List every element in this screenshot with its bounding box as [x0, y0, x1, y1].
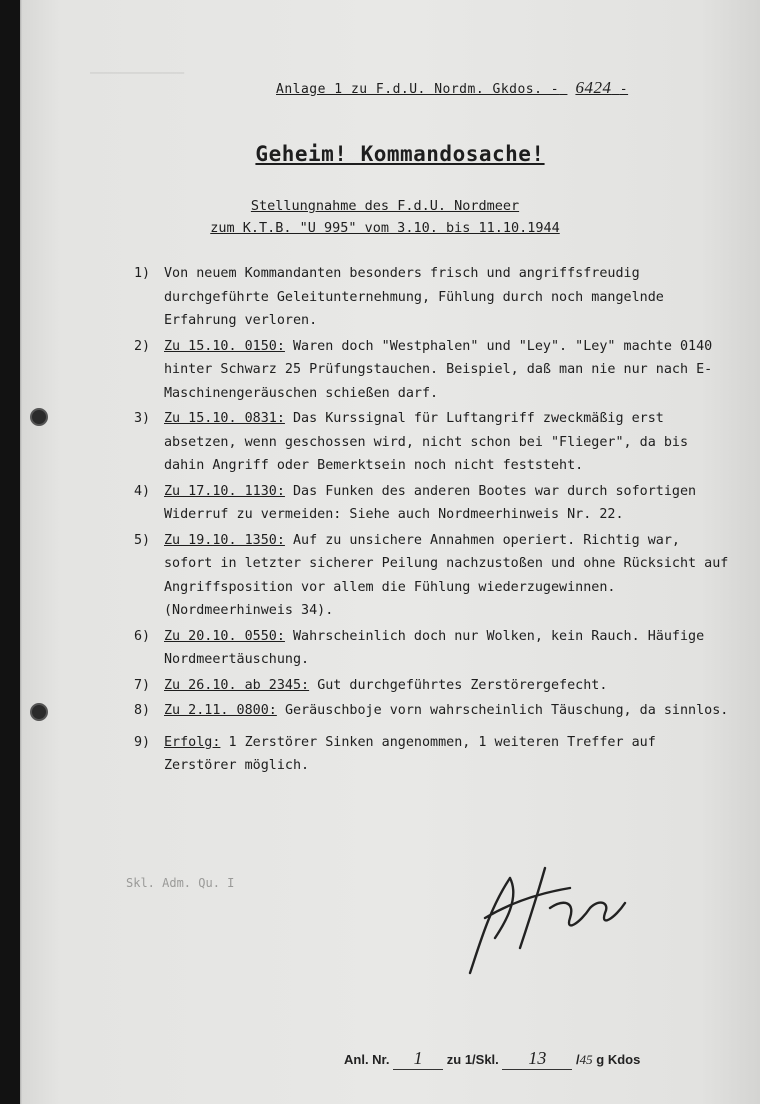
handwritten-signature	[450, 848, 650, 988]
footer-suffix: g Kdos	[596, 1052, 641, 1067]
item-body: Geräuschboje vorn wahrscheinlich Täuschung, da sinnlos.	[284, 703, 729, 718]
subtitle-line-1: Stellungnahme des F.d.U. Nordmeer	[250, 198, 520, 214]
footer-reference: Anl. Nr. 1 zu 1/Skl. 13 /45 g Kdos	[344, 1048, 641, 1068]
item-body: 1 Zerstörer Sinken angenommen, 1 weiteren Treffer auf Zerstörer möglich.	[164, 734, 656, 773]
bleed-through-text: ─────────────	[90, 66, 184, 80]
item-text	[164, 625, 734, 672]
item-number: 3)	[134, 411, 151, 426]
item-text	[164, 262, 734, 333]
item-text	[164, 335, 734, 406]
subtitle-line-2: zum K.T.B. "U 995" vom 3.10. bis 11.10.1944	[210, 220, 560, 236]
item-number: 4)	[134, 483, 151, 499]
item-text	[164, 407, 734, 478]
footer-annex-number: 1	[393, 1048, 443, 1070]
item-body: Das Kurssignal für Luftangriff zweckmäßig erst absetzen, wenn geschossen wird, nicht schon bei "Flieger", da bis dahin Angriff oder Bemerktsein noch nicht feststeht.	[164, 411, 689, 473]
list-item	[134, 262, 734, 333]
item-number: 1)	[134, 266, 151, 281]
item-number: 5)	[134, 532, 151, 548]
list-item	[134, 674, 734, 698]
annex-line	[276, 78, 628, 98]
item-reference: Zu 26.10. ab 2345:	[164, 677, 310, 693]
punch-hole	[30, 703, 48, 721]
list-item	[134, 335, 734, 406]
item-reference: Zu 15.10. 0150:	[164, 338, 285, 354]
list-item	[134, 625, 734, 672]
item-body: Das Funken des anderen Bootes war durch sofortigen Widerruf zu vermeiden: Siehe auch Nordmeerhinweis Nr. 22.	[164, 483, 697, 522]
item-reference: Zu 19.10. 1350:	[164, 532, 285, 548]
item-list	[134, 262, 734, 780]
annex-number: 6424	[575, 78, 612, 97]
faint-stamp: Skl. Adm. Qu. I	[126, 876, 235, 890]
item-body: Waren doch "Westphalen" und "Ley". "Ley" machte 0140 hinter Schwarz 25 Prüfungstauchen. Beispiel, daß man nie nur nach E-Maschinengeräuschen schießen darf.	[164, 338, 713, 401]
punch-hole	[30, 408, 48, 426]
list-item	[134, 529, 734, 623]
page-title: Geheim! Kommandosache!	[255, 142, 545, 166]
list-item	[134, 480, 734, 527]
item-reference: Zu 15.10. 0831:	[164, 411, 285, 426]
item-reference: Erfolg:	[164, 734, 221, 750]
item-number: 6)	[134, 628, 151, 644]
item-text	[164, 731, 734, 778]
item-number: 7)	[134, 677, 151, 693]
footer-skl-number: 13	[502, 1048, 572, 1070]
footer-hand-suffix: 45	[579, 1052, 593, 1067]
annex-label: Anlage 1 zu F.d.U. Nordm. Gkdos. -	[276, 82, 560, 97]
item-reference: Zu 20.10. 0550:	[164, 628, 285, 644]
item-body: Von neuem Kommandanten besonders frisch und angriffsfreudig durchgeführte Geleitunternehmung, Fühlung durch noch mangelnde Erfahrung verloren.	[164, 266, 664, 328]
item-reference: Zu 2.11. 0800:	[164, 703, 277, 718]
list-item	[134, 699, 734, 723]
list-item	[134, 731, 734, 778]
item-body: Auf zu unsichere Annahmen operiert. Richtig war, sofort in letzter sicherer Peilung nachzustoßen und ohne Rücksicht auf Angriffsposition vor allem die Fühlung wiederzugewinnen. (Nordmeerhinweis 34).	[164, 532, 729, 618]
item-text	[164, 674, 734, 698]
item-text	[164, 480, 734, 527]
item-text	[164, 529, 734, 623]
item-body: Gut durchgeführtes Zerstörergefecht.	[317, 677, 608, 693]
footer-middle: zu 1/Skl.	[446, 1052, 499, 1067]
item-number: 8)	[134, 703, 151, 718]
item-body: Wahrscheinlich doch nur Wolken, kein Rauch. Häufige Nordmeertäuschung.	[164, 628, 705, 667]
item-number: 2)	[134, 338, 151, 354]
item-number: 9)	[134, 734, 151, 750]
item-text	[164, 699, 734, 723]
item-reference: Zu 17.10. 1130:	[164, 483, 285, 499]
footer-prefix: Anl. Nr.	[344, 1052, 390, 1067]
annex-dash: -	[619, 82, 629, 97]
list-item	[134, 407, 734, 478]
